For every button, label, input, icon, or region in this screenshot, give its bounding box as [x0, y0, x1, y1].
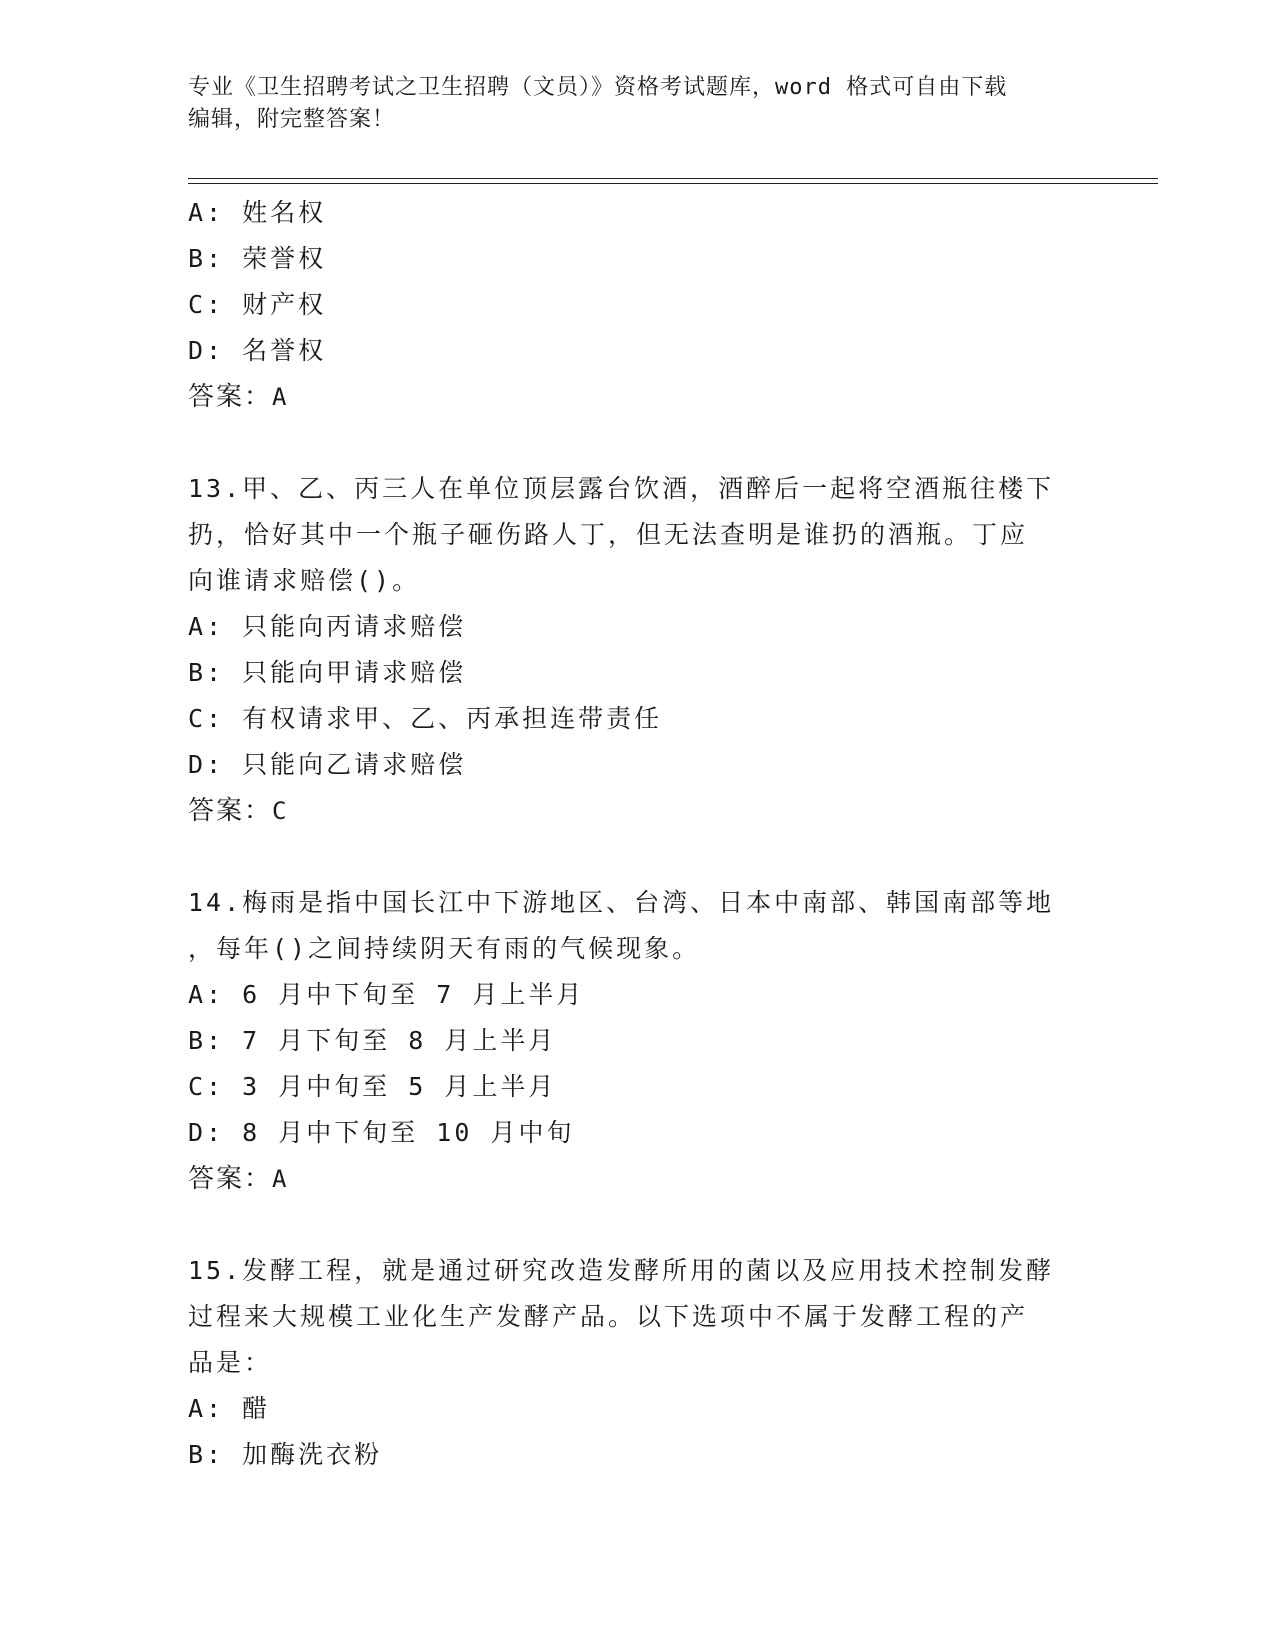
answer-label: 答案：: [188, 1164, 273, 1194]
header-line-2: 编辑，附完整答案！: [188, 107, 396, 132]
header-line-1: 专业《卫生招聘考试之卫生招聘（文员）》资格考试题库，word 格式可自由下载: [188, 75, 1008, 100]
option-b: B: 荣誉权: [188, 244, 327, 273]
option-d: D: 名誉权: [188, 336, 327, 365]
question-text-line: 过程来大规模工业化生产发酵产品。以下选项中不属于发酵工程的产: [188, 1302, 1029, 1331]
question-list: [188, 190, 1088, 1478]
question-text-line: 向谁请求赔偿()。: [188, 566, 421, 595]
question-14: [188, 880, 1088, 1202]
option-b: B: 加酶洗衣粉: [188, 1440, 383, 1469]
question-text-line: 品是：: [188, 1348, 273, 1377]
answer-line: [188, 374, 1088, 420]
answer-line: [188, 1156, 1088, 1202]
header-divider-top: [188, 178, 1158, 179]
option-a: A: 醋: [188, 1394, 271, 1423]
answer-line: [188, 788, 1088, 834]
option-b: B: 7 月下旬至 8 月上半月: [188, 1026, 557, 1055]
question-text: [188, 1248, 1088, 1386]
question-12-continued: [188, 190, 1088, 420]
question-text-line: 15.发酵工程，就是通过研究改造发酵所用的菌以及应用技术控制发酵: [188, 1256, 1055, 1285]
question-13: [188, 466, 1088, 834]
option-c: C: 财产权: [188, 290, 327, 319]
answer-label: 答案：: [188, 796, 273, 826]
header-divider-bottom: [188, 183, 1158, 184]
question-15: [188, 1248, 1088, 1478]
option-d: D: 只能向乙请求赔偿: [188, 750, 467, 779]
option-b: B: 只能向甲请求赔偿: [188, 658, 467, 687]
answer-value: C: [272, 797, 289, 825]
answer-value: A: [272, 1165, 289, 1193]
option-a: A: 6 月中下旬至 7 月上半月: [188, 980, 585, 1009]
option-c: C: 3 月中旬至 5 月上半月: [188, 1072, 557, 1101]
answer-label: 答案：: [188, 382, 273, 412]
answer-value: A: [272, 383, 289, 411]
question-text-line: 扔，恰好其中一个瓶子砸伤路人丁，但无法查明是谁扔的酒瓶。丁应: [188, 520, 1029, 549]
option-d: D: 8 月中下旬至 10 月中旬: [188, 1118, 575, 1147]
option-a: A: 只能向丙请求赔偿: [188, 612, 467, 641]
question-text-line: 13.甲、乙、丙三人在单位顶层露台饮酒，酒醉后一起将空酒瓶往楼下: [188, 474, 1055, 503]
question-text-line: 14.梅雨是指中国长江中下游地区、台湾、日本中南部、韩国南部等地: [188, 888, 1055, 917]
option-c: C: 有权请求甲、乙、丙承担连带责任: [188, 704, 663, 733]
option-a: A: 姓名权: [188, 198, 327, 227]
question-text: [188, 466, 1088, 604]
question-text: [188, 880, 1088, 972]
document-header: [188, 72, 1088, 136]
question-text-line: ，每年()之间持续阴天有雨的气候现象。: [188, 934, 701, 963]
